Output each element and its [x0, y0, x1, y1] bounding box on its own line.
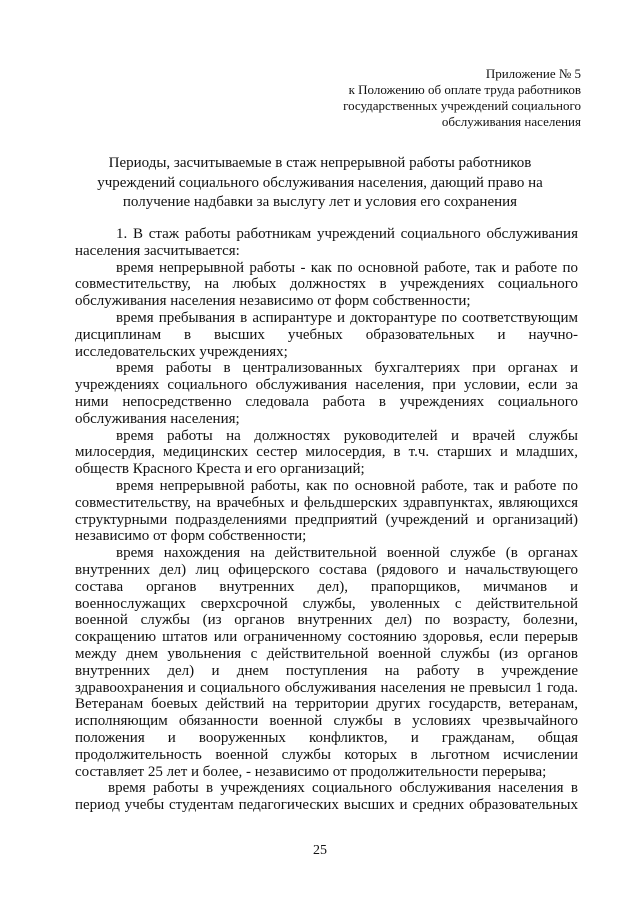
document-body [75, 226, 578, 814]
body-line: Ветеранам боевых действий на территории других государств, ветеранам, [75, 696, 578, 713]
body-line: положения и вооруженных конфликтов, и гражданам, общая [75, 729, 578, 746]
title-line: получение надбавки за выслугу лет и условия его сохранения [122, 194, 518, 210]
body-line: дисциплинам в высших учебных образовательных и научно- [75, 326, 578, 343]
body-line: учреждениях социального обслуживания населения, при условии, если за [75, 377, 578, 394]
body-line: продолжительность военной службы которых в льготном исчислении [75, 746, 578, 763]
body-line: обществ Красного Креста и его организаций; [75, 461, 365, 478]
body-line: составляет 25 лет и более, - независимо от продолжительности перерыва; [75, 763, 547, 780]
body-line: структурными подразделениями предприятий (учреждений и организаций) [75, 511, 578, 528]
body-line: совместительству, на врачебных и фельдшерских здравпунктах, являющихся [75, 494, 578, 511]
body-line: ними непосредственно следовала работа в учреждениях социального [75, 393, 578, 410]
title-line: учреждений социального обслуживания населения, дающий право на [97, 174, 543, 191]
body-line: военнослужащих сверхсрочной службы, уволенных с действительной [75, 595, 578, 612]
appendix-line: Приложение № 5 [485, 66, 581, 81]
body-line: независимо от форм собственности; [75, 528, 307, 545]
body-line: внутренних дел) и днем поступления на работу в учреждение [75, 662, 578, 679]
body-line: 1. В стаж работы работникам учреждений социального обслуживания [116, 226, 578, 242]
appendix-line: государственных учреждений социального [343, 98, 581, 113]
document-title [60, 154, 580, 213]
body-line: сокращению штатов или ограниченному состоянию здоровья, если перерыв [75, 629, 578, 646]
body-line: милосердия, медицинских сестер милосердия, в т.ч. старших и младших, [75, 444, 578, 461]
body-line: здравоохранения и социального обслуживания населения не превысил 1 года. [75, 679, 578, 696]
body-line: время пребывания в аспирантуре и докторантуре по соответствующим [116, 309, 578, 326]
body-line: обслуживания населения; [75, 410, 240, 427]
body-line: внутренних дел) лиц офицерского состава (рядового и начальствующего [75, 561, 578, 578]
appendix-header [343, 66, 581, 130]
appendix-line: обслуживания населения [441, 114, 581, 129]
body-line: период учебы студентам педагогических высших и средних образовательных [75, 797, 578, 814]
body-line: состава органов внутренних дел), прапорщиков, мичманов и [75, 578, 578, 595]
body-line: исследовательских учреждениях; [75, 343, 288, 360]
body-line: время нахождения на действительной военной службе (в органах [116, 545, 578, 562]
appendix-line: к Положению об оплате труда работников [348, 82, 581, 97]
body-line: обслуживания населения независимо от форм собственности; [75, 293, 471, 310]
body-line: исполняющим обязанности военной службы в условиях чрезвычайного [75, 713, 578, 730]
body-line: время непрерывной работы - как по основной работе, так и работе по [116, 259, 578, 276]
body-line: населения засчитывается: [75, 242, 240, 259]
page-number: 25 [313, 843, 327, 858]
body-line: время непрерывной работы, как по основной работе, так и работе по [116, 477, 578, 494]
body-line: военной службы (из органов внутренних дел) по возрасту, болезни, [75, 612, 578, 629]
body-line: время работы в централизованных бухгалтериях при органах и [116, 360, 578, 377]
body-line: время работы в учреждениях социального обслуживания населения в [108, 780, 578, 797]
body-line: совместительству, на любых должностях в учреждениях социального [75, 276, 578, 293]
title-line: Периоды, засчитываемые в стаж непрерывной работы работников [108, 155, 532, 171]
body-line: между днем увольнения с действительной военной службы (из органов [75, 645, 578, 662]
body-line: время работы на должностях руководителей и врачей службы [116, 427, 578, 444]
